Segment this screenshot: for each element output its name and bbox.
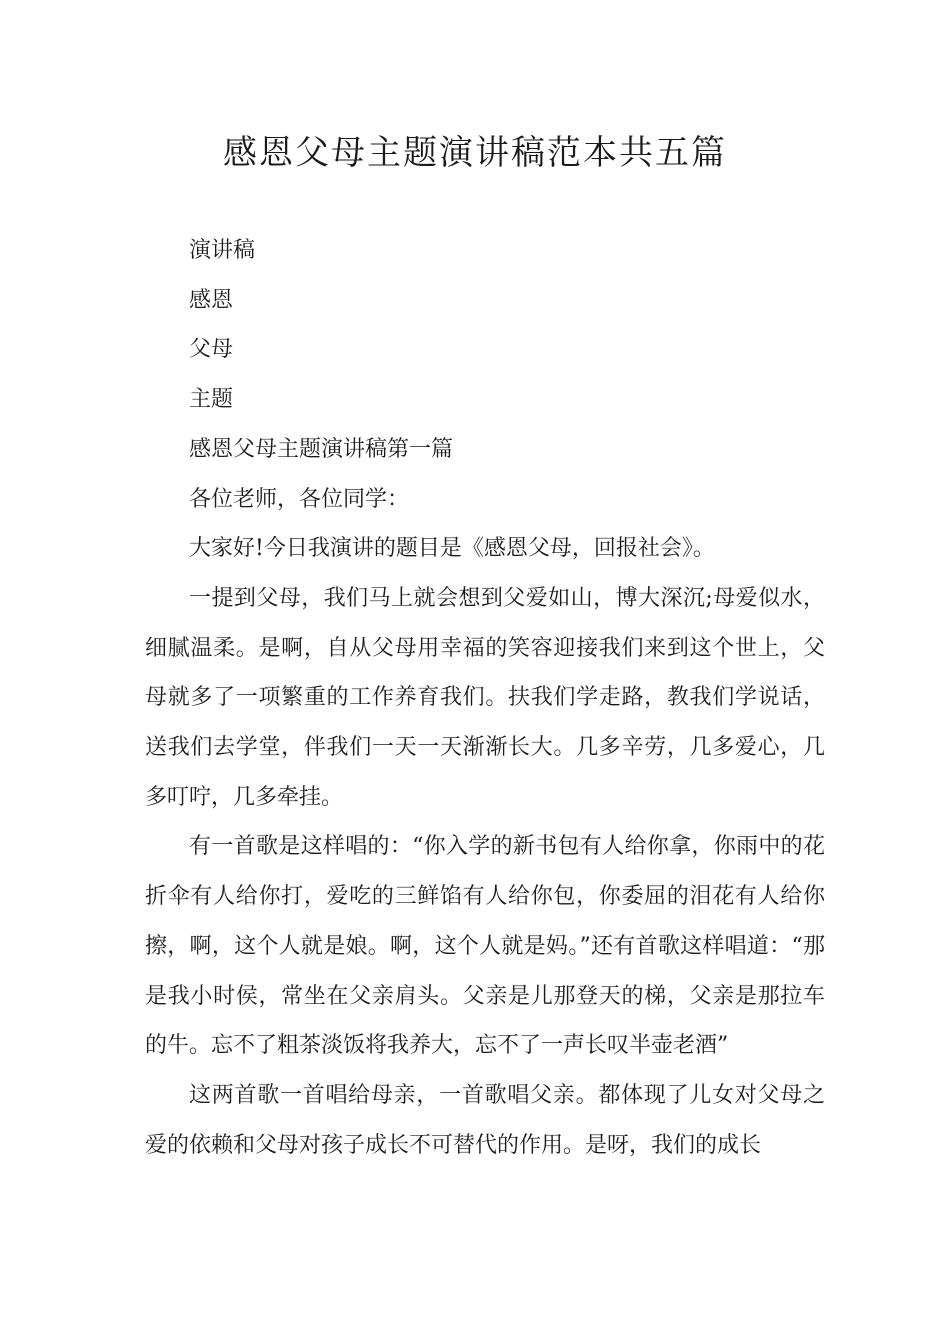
body-paragraph: 有一首歌是这样唱的：“你入学的新书包有人给你拿，你雨中的花折伞有人给你打，爱吃的三鲜馅有人给你包，你委屈的泪花有人给你擦，啊，这个人就是娘。啊，这个人就是妈。”还有首歌这样唱道：“那是我小时侯，常坐在父亲肩头。父亲是儿那登天的梯，父亲是那拉车的牛。忘不了粗茶淡饭将我养大，忘不了一声长叹半壶老酒”	[145, 834, 825, 1059]
section-heading: 感恩父母主题演讲稿第一篇	[189, 436, 454, 462]
document-body	[145, 226, 825, 1170]
body-paragraph: 一提到父母，我们马上就会想到父爱如山，博大深沉;母爱似水，细腻温柔。是啊，自从父母用幸福的笑容迎接我们来到这个世上，父母就多了一项繁重的工作养育我们。扶我们学走路，教我们学说话，送我们去学堂，伴我们一天一天渐渐长大。几多辛劳，几多爱心，几多叮咛，几多牵挂。	[145, 585, 825, 810]
document-title: 感恩父母主题演讲稿范本共五篇	[223, 133, 727, 173]
keyword-paragraph: 感恩	[189, 287, 234, 313]
body-paragraph: 这两首歌一首唱给母亲，一首歌唱父亲。都体现了儿女对父母之爱的依赖和父母对孩子成长不可替代的作用。是呀，我们的成长	[145, 1082, 825, 1158]
keyword-paragraph: 主题	[189, 387, 234, 413]
keyword-paragraph: 演讲稿	[189, 238, 256, 263]
salutation: 各位老师，各位同学：	[189, 486, 410, 512]
body-paragraph: 大家好!今日我演讲的题目是《感恩父母，回报社会》。	[189, 536, 715, 562]
keyword-paragraph: 父母	[189, 337, 234, 363]
